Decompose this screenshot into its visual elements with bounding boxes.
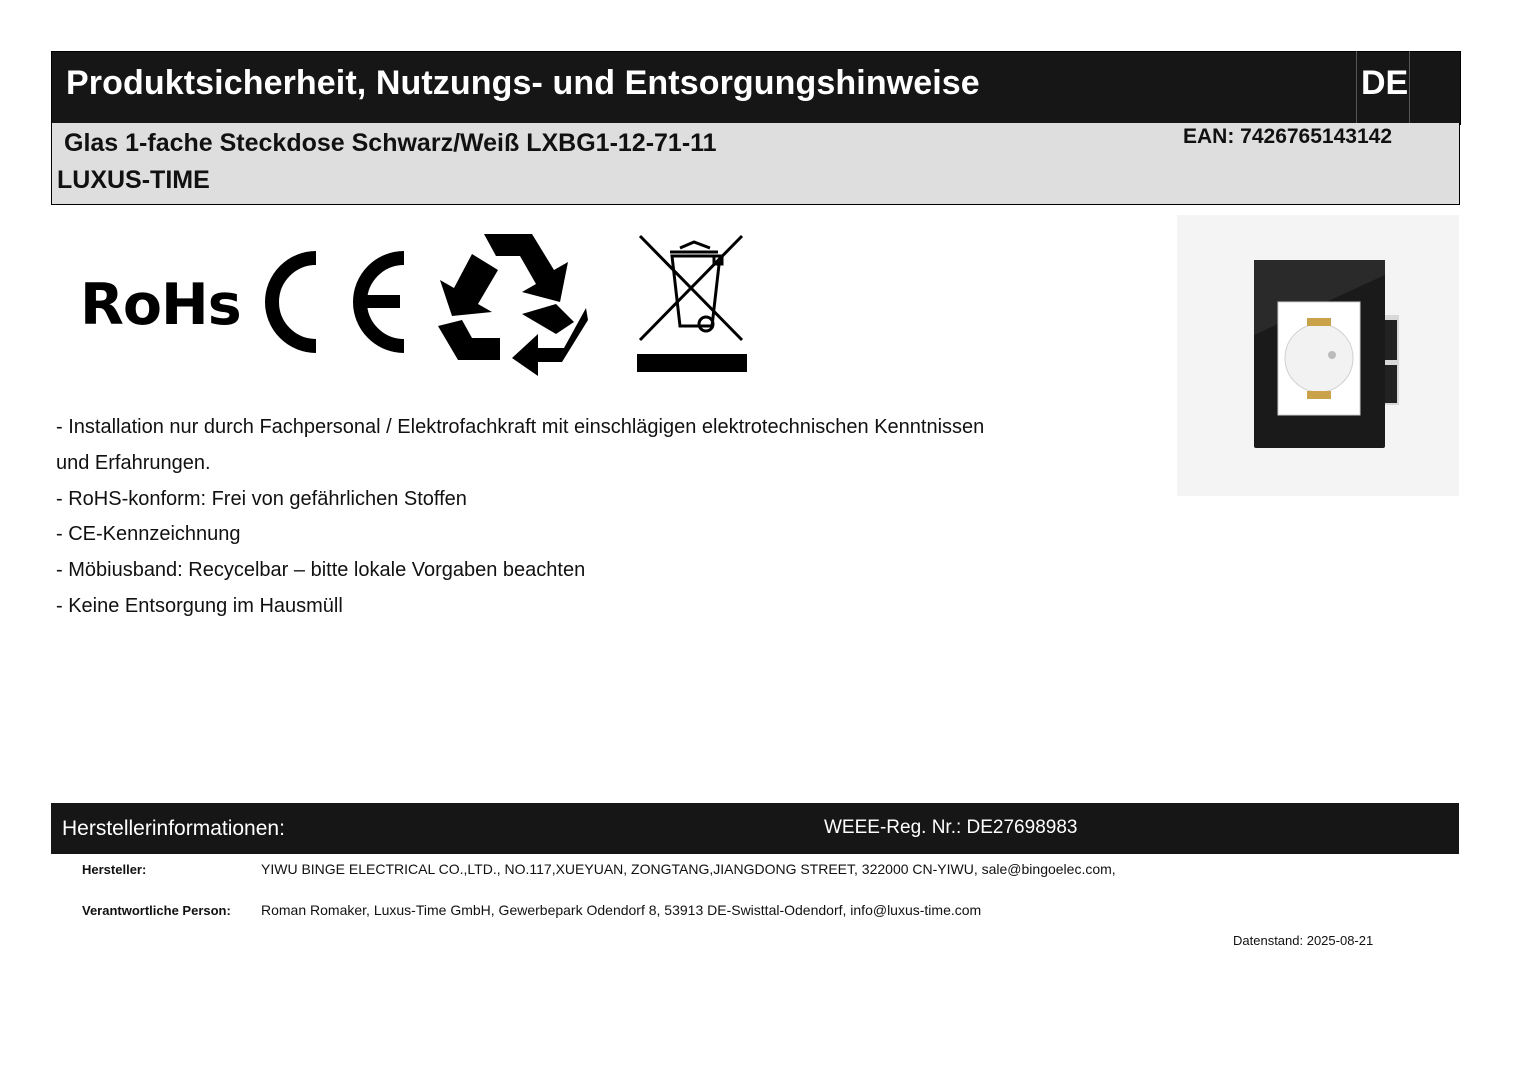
ean-code: EAN: 7426765143142 [1183, 125, 1392, 148]
note-item: - RoHS-konform: Frei von gefährlichen Stoffen [56, 487, 467, 510]
product-image [1177, 215, 1459, 496]
manufacturer-value: YIWU BINGE ELECTRICAL CO.,LTD., NO.117,XUEYUAN, ZONGTANG,JIANGDONG STREET, 322000 CN-YIWU, sale@bingoelec.com, [261, 861, 1116, 877]
page-title: Produktsicherheit, Nutzungs- und Entsorgungshinweise [66, 64, 980, 102]
language-code: DE [1361, 64, 1409, 102]
rohs-logo: RoHs [80, 272, 241, 338]
weee-registration: WEEE-Reg. Nr.: DE27698983 [824, 817, 1078, 838]
note-item: - Installation nur durch Fachpersonal / Elektrofachkraft mit einschlägigen elektrotechnischen Kenntnissen [56, 416, 985, 438]
product-name: Glas 1-fache Steckdose Schwarz/Weiß LXBG1-12-71-11 [64, 129, 717, 157]
crossed-out-wheelie-bin-icon [636, 230, 748, 379]
ce-logo [258, 250, 408, 359]
recycle-icon [436, 230, 588, 381]
note-item: - Möbiusband: Recycelbar – bitte lokale Vorgaben beachten [56, 559, 586, 582]
data-date: Datenstand: 2025-08-21 [1233, 933, 1374, 948]
responsible-person-label: Verantwortliche Person: [82, 903, 231, 918]
usage-notes [56, 410, 984, 625]
responsible-person-value: Roman Romaker, Luxus-Time GmbH, Gewerbepark Odendorf 8, 53913 DE-Swisttal-Odendorf, info@luxus-time.com [261, 902, 982, 918]
note-item: und Erfahrungen. [56, 451, 211, 474]
manufacturer-label: Hersteller: [82, 862, 147, 877]
note-item: - CE-Kennzeichnung [56, 523, 241, 546]
manufacturer-section-title: Herstellerinformationen: [62, 817, 285, 840]
note-item: - Keine Entsorgung im Hausmüll [56, 594, 343, 617]
brand-name: LUXUS-TIME [57, 166, 210, 194]
